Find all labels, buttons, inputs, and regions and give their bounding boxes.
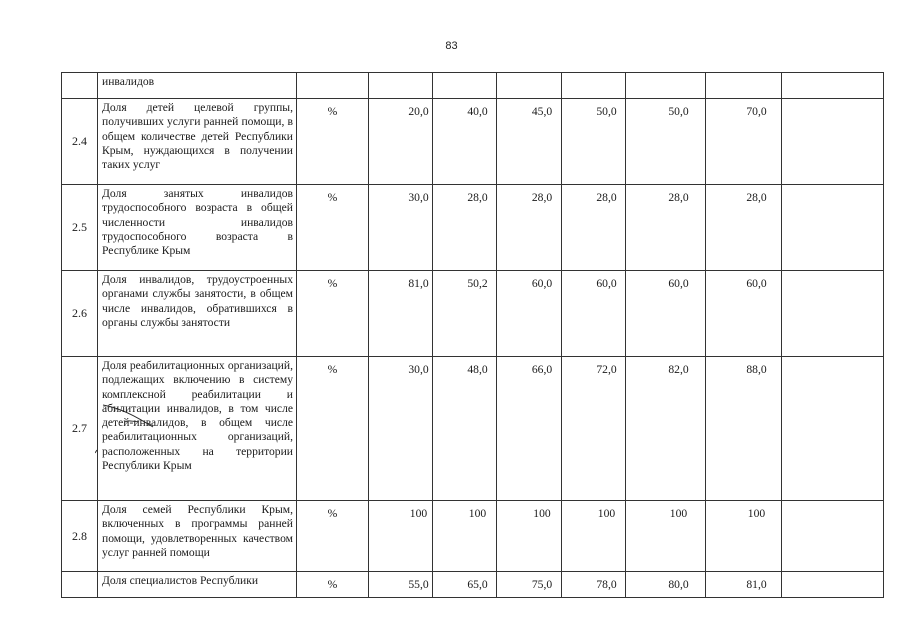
unit-cell [297, 185, 369, 271]
value-cell [497, 501, 562, 572]
value-text: 75,0 [531, 578, 553, 591]
indicator-description [98, 357, 297, 501]
value-cell [562, 572, 626, 598]
value-text: 50,0 [596, 105, 617, 118]
indicator-description-text: Доля занятых инвалидов трудоспособного возраста в общей численности инвалидов трудоспособного возраста в Республике Крым [102, 187, 293, 258]
value-text: 82,0 [668, 363, 689, 376]
unit-text: % [327, 363, 338, 376]
value-text: 60,0 [746, 277, 767, 290]
value-cell [369, 99, 433, 185]
value-cell [562, 501, 626, 572]
unit-cell [297, 501, 369, 572]
value-text: 45,0 [531, 105, 553, 118]
table-row [62, 73, 884, 99]
unit-text: % [327, 277, 338, 290]
row-number: 2.5 [62, 185, 98, 271]
value-cell [369, 357, 433, 501]
unit-cell [297, 99, 369, 185]
value-cell [562, 99, 626, 185]
indicator-description [98, 572, 297, 598]
value-cell [626, 99, 706, 185]
table-row [62, 501, 884, 572]
value-text: 70,0 [746, 105, 767, 118]
row-number: 2.7 [62, 357, 98, 501]
value-cell [562, 185, 626, 271]
empty-cell [782, 271, 884, 357]
row-number [62, 572, 98, 598]
empty-cell [782, 572, 884, 598]
table-body [62, 73, 884, 598]
value-cell [497, 357, 562, 501]
indicator-description [98, 99, 297, 185]
value-text: 100 [468, 507, 487, 520]
row-number: 2.8 [62, 501, 98, 572]
value-text: 100 [669, 507, 688, 520]
value-text: 40,0 [467, 105, 488, 118]
value-text: 100 [597, 507, 616, 520]
value-text: 50,0 [668, 105, 689, 118]
value-cell [626, 572, 706, 598]
value-text: 28,0 [467, 191, 488, 204]
indicator-description [98, 185, 297, 271]
table-row [62, 572, 884, 598]
unit-text: % [327, 105, 338, 118]
value-text: 48,0 [467, 363, 488, 376]
value-cell [706, 99, 782, 185]
value-cell [497, 73, 562, 99]
value-cell [562, 357, 626, 501]
value-cell [626, 357, 706, 501]
value-text: 66,0 [531, 363, 553, 376]
value-cell [433, 572, 497, 598]
value-cell [706, 572, 782, 598]
unit-text: % [327, 507, 338, 520]
indicator-description-text: Доля специалистов Республики [102, 574, 259, 587]
row-number [62, 73, 98, 99]
page-number: 83 [445, 40, 458, 52]
value-text: 55,0 [408, 578, 429, 591]
value-cell [706, 185, 782, 271]
unit-cell [297, 357, 369, 501]
value-cell [369, 271, 433, 357]
indicator-description-text: Доля семей Республики Крым, включенных в программы ранней помощи, удовлетворенных качеством услуг ранней помощи [102, 503, 293, 559]
table-row [62, 99, 884, 185]
value-cell [497, 572, 562, 598]
indicator-description-text: Доля детей целевой группы, получивших услуги ранней помощи, в общем количестве детей Республики Крым, нуждающихся в получении таких услуг [102, 101, 293, 172]
value-cell [433, 73, 497, 99]
indicator-description-text: Доля реабилитационных организаций, подлежащих включению в систему комплексной реабилитации и абилитации инвалидов, в том числе детей-инвалидов, в общем числе реабилитационных организаций, расположенных на территории Республики Крым [102, 359, 293, 473]
value-cell [562, 73, 626, 99]
value-text: 100 [747, 507, 766, 520]
value-text: 100 [533, 507, 551, 520]
value-text: 81,0 [746, 578, 767, 591]
value-cell [369, 501, 433, 572]
value-cell [433, 357, 497, 501]
value-cell [433, 271, 497, 357]
value-cell [562, 271, 626, 357]
table-row [62, 185, 884, 271]
value-text: 28,0 [596, 191, 617, 204]
value-text: 81,0 [408, 277, 429, 290]
indicator-description [98, 501, 297, 572]
value-cell [369, 572, 433, 598]
value-cell [626, 73, 706, 99]
value-text: 30,0 [408, 191, 429, 204]
value-text: 60,0 [668, 277, 689, 290]
value-text: 72,0 [596, 363, 617, 376]
value-cell [433, 185, 497, 271]
empty-cell [782, 99, 884, 185]
indicator-description [98, 271, 297, 357]
value-text: 50,2 [467, 277, 488, 290]
empty-cell [782, 185, 884, 271]
unit-cell [297, 73, 369, 99]
value-text: 28,0 [668, 191, 689, 204]
indicator-description-text: Доля инвалидов, трудоустроенных органами службы занятости, в общем числе инвалидов, обратившихся в органы службы занятости [102, 273, 293, 329]
value-text: 60,0 [531, 277, 553, 290]
value-cell [433, 99, 497, 185]
unit-text: % [327, 191, 338, 204]
empty-cell [782, 357, 884, 501]
indicator-description-text: инвалидов [102, 75, 155, 88]
value-cell [369, 185, 433, 271]
value-text: 28,0 [746, 191, 767, 204]
value-cell [433, 501, 497, 572]
value-cell [626, 185, 706, 271]
indicator-description [98, 73, 297, 99]
value-text: 28,0 [531, 191, 553, 204]
value-cell [706, 357, 782, 501]
value-text: 78,0 [596, 578, 617, 591]
unit-cell [297, 572, 369, 598]
value-cell [706, 501, 782, 572]
indicators-table [61, 72, 884, 598]
value-text: 100 [409, 507, 428, 520]
unit-text: % [327, 578, 338, 591]
value-cell [626, 271, 706, 357]
value-text: 60,0 [596, 277, 617, 290]
table-row [62, 357, 884, 501]
value-text: 80,0 [668, 578, 689, 591]
empty-cell [782, 501, 884, 572]
value-cell [706, 73, 782, 99]
value-cell [706, 271, 782, 357]
unit-cell [297, 271, 369, 357]
value-cell [626, 501, 706, 572]
value-text: 30,0 [408, 363, 429, 376]
row-number: 2.6 [62, 271, 98, 357]
value-cell [497, 185, 562, 271]
value-cell [369, 73, 433, 99]
row-number: 2.4 [62, 99, 98, 185]
value-cell [497, 99, 562, 185]
value-text: 65,0 [467, 578, 488, 591]
value-cell [497, 271, 562, 357]
value-text: 88,0 [746, 363, 767, 376]
empty-cell [782, 73, 884, 99]
value-text: 20,0 [408, 105, 429, 118]
table-row [62, 271, 884, 357]
